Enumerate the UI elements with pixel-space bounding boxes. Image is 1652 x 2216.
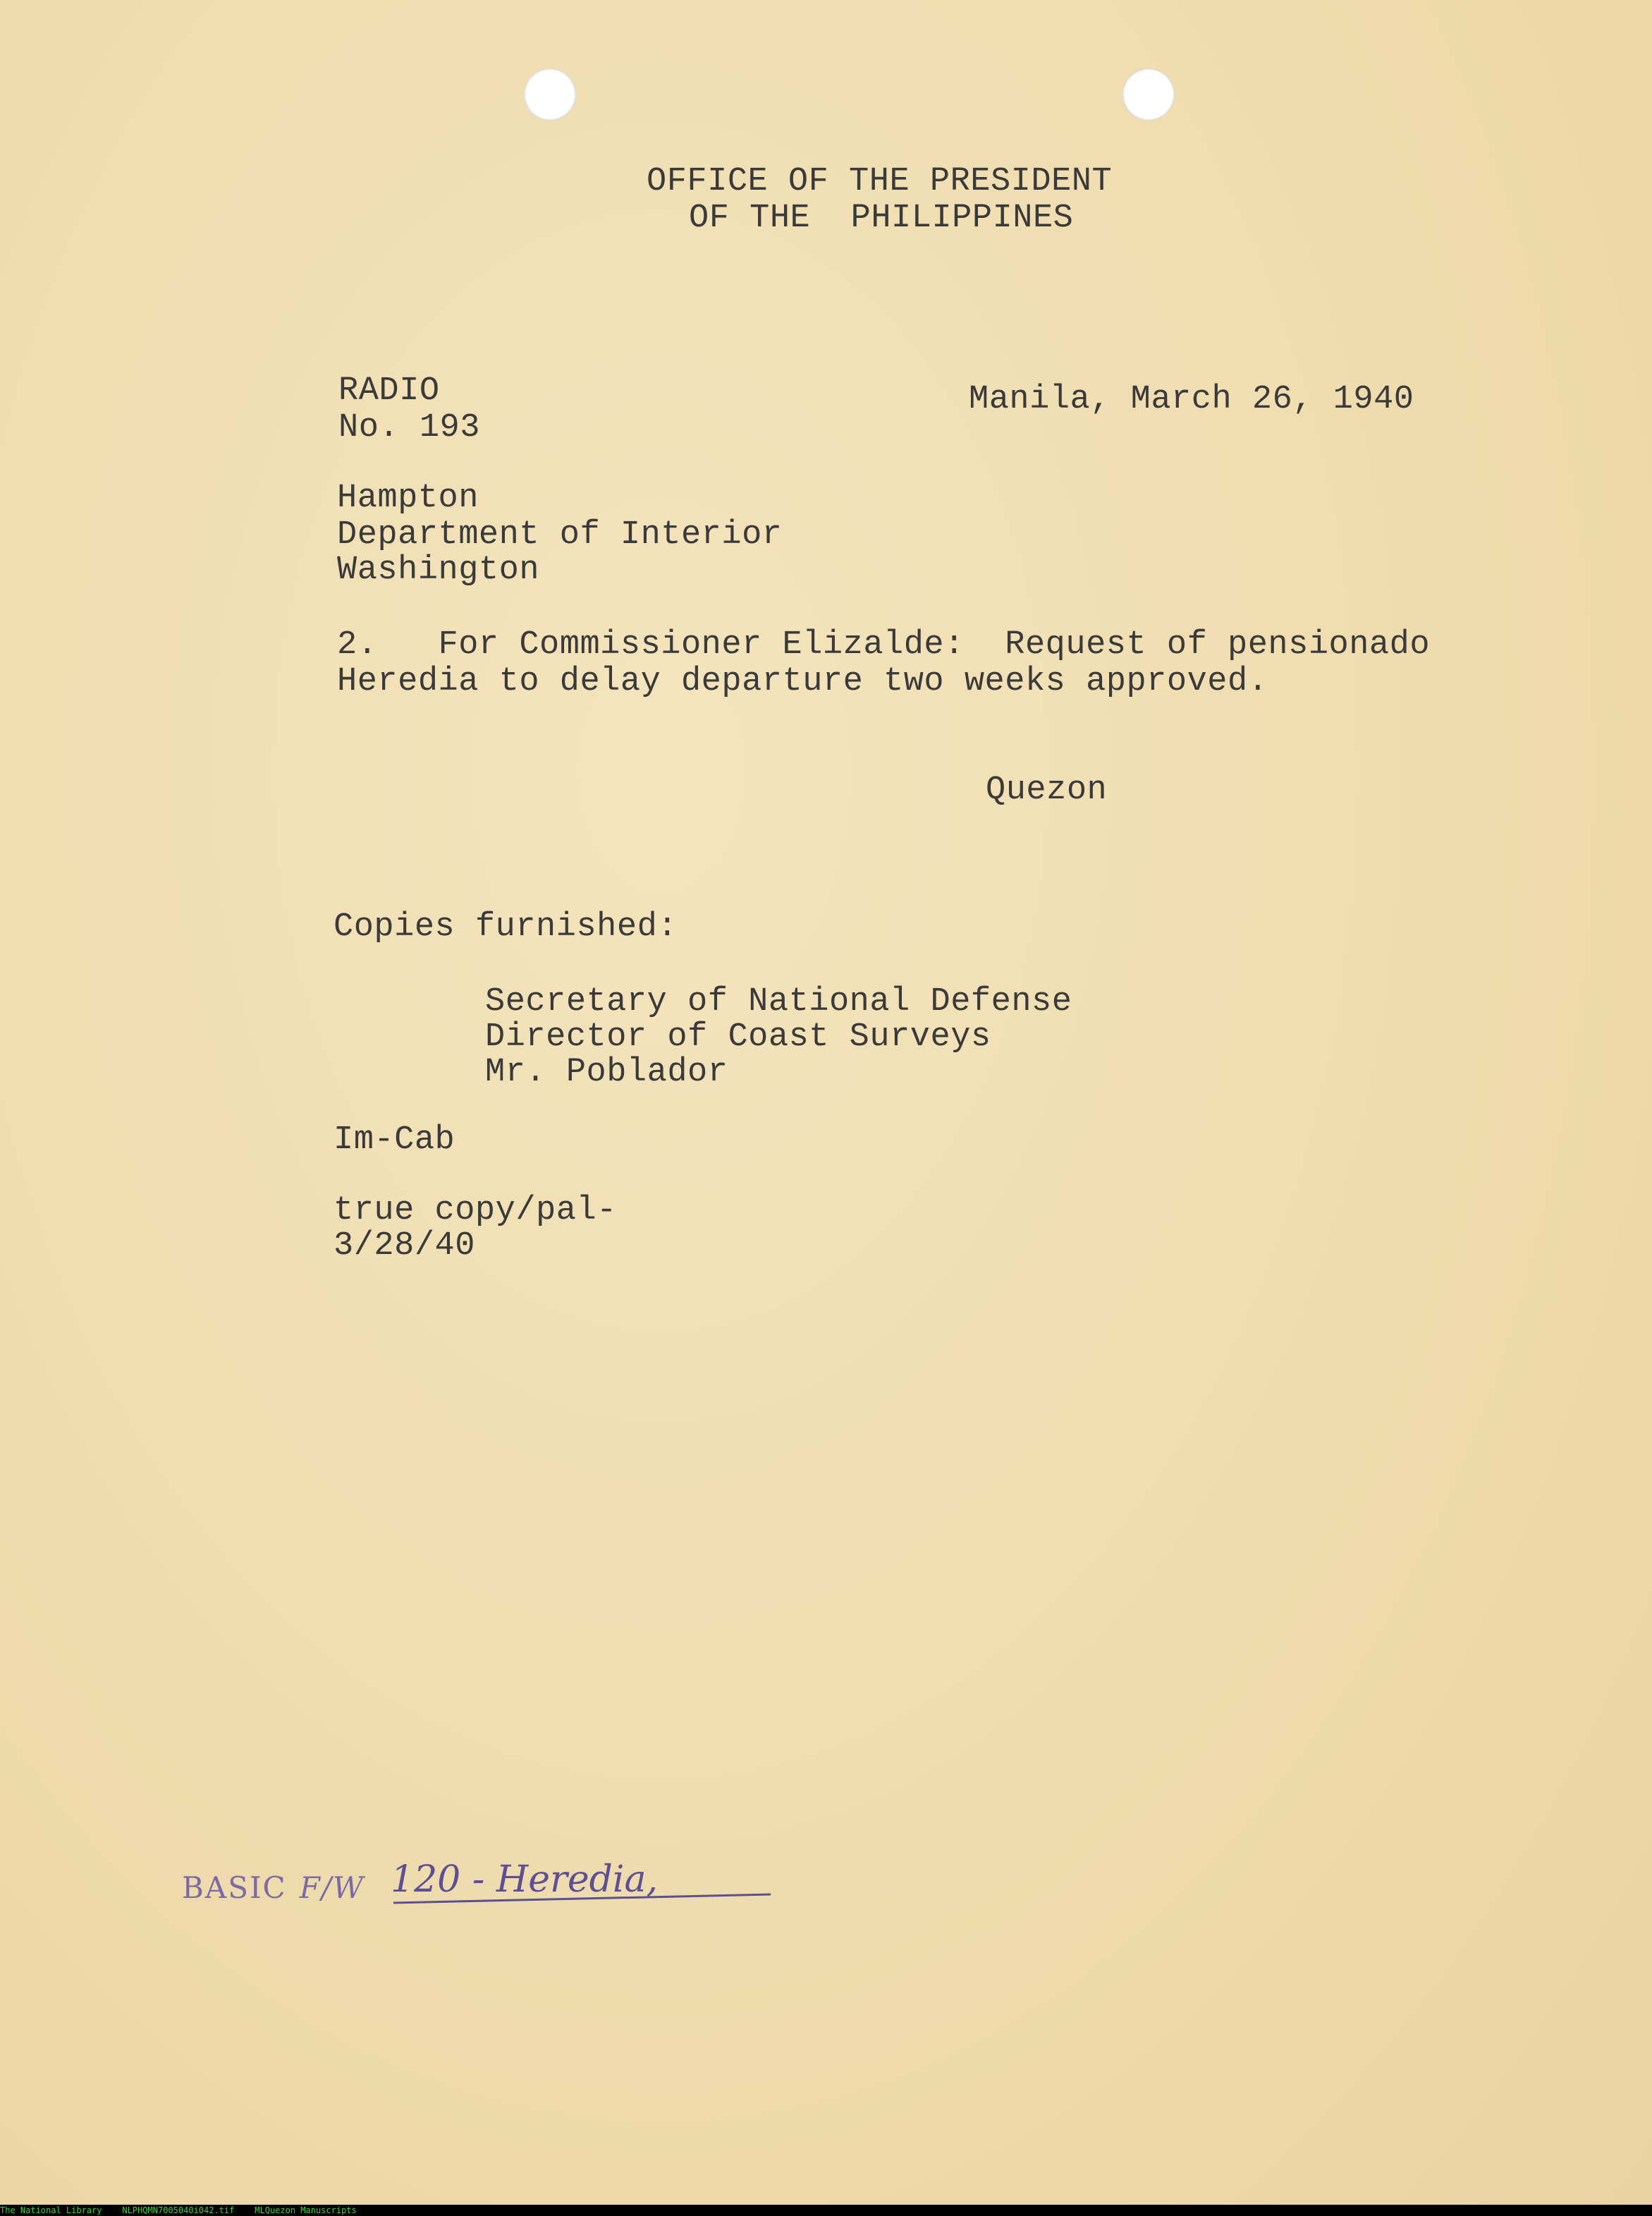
message-line-2: Heredia to delay departure two weeks approved. bbox=[337, 663, 1268, 700]
footer-library: The National Library bbox=[0, 2205, 102, 2215]
addressee-city: Washington bbox=[337, 552, 540, 589]
punch-hole-right bbox=[1122, 68, 1175, 121]
handwritten-text: 120 - Heredia, bbox=[391, 1858, 659, 1901]
true-copy-date: 3/28/40 bbox=[334, 1227, 475, 1265]
basic-stamp bbox=[182, 1870, 365, 1905]
stamp-basic-text: BASIC bbox=[182, 1870, 287, 1905]
punch-hole-left bbox=[524, 68, 576, 121]
copy-recipient: Mr. Poblador bbox=[485, 1054, 728, 1091]
copies-heading: Copies furnished: bbox=[334, 908, 678, 946]
footer-collection: MLQuezon Manuscripts bbox=[255, 2205, 357, 2215]
copy-recipient: Secretary of National Defense bbox=[485, 983, 1072, 1021]
stamp-fw-text: F/W bbox=[299, 1870, 365, 1905]
copy-recipient: Director of Coast Surveys bbox=[485, 1018, 991, 1056]
header-office-line: OFFICE OF THE PRESIDENT bbox=[647, 163, 1113, 200]
header-country-line: OF THE PHILIPPINES bbox=[689, 200, 1074, 237]
dateline: Manila, March 26, 1940 bbox=[969, 381, 1414, 418]
radio-number: No. 193 bbox=[338, 409, 480, 446]
radio-label: RADIO bbox=[338, 372, 440, 410]
initials: Im-Cab bbox=[334, 1121, 455, 1159]
handwritten-annotation bbox=[386, 1848, 781, 1911]
addressee-name: Hampton bbox=[337, 480, 479, 517]
message-line-1: 2. For Commissioner Elizalde: Request of pensionado bbox=[337, 626, 1431, 664]
addressee-department: Department of Interior bbox=[337, 516, 783, 554]
scan-footer bbox=[0, 2205, 1652, 2216]
signature: Quezon bbox=[986, 772, 1108, 809]
true-copy-line: true copy/pal- bbox=[334, 1192, 617, 1229]
footer-file: NLPHQMN7005040i042.tif bbox=[122, 2205, 235, 2215]
